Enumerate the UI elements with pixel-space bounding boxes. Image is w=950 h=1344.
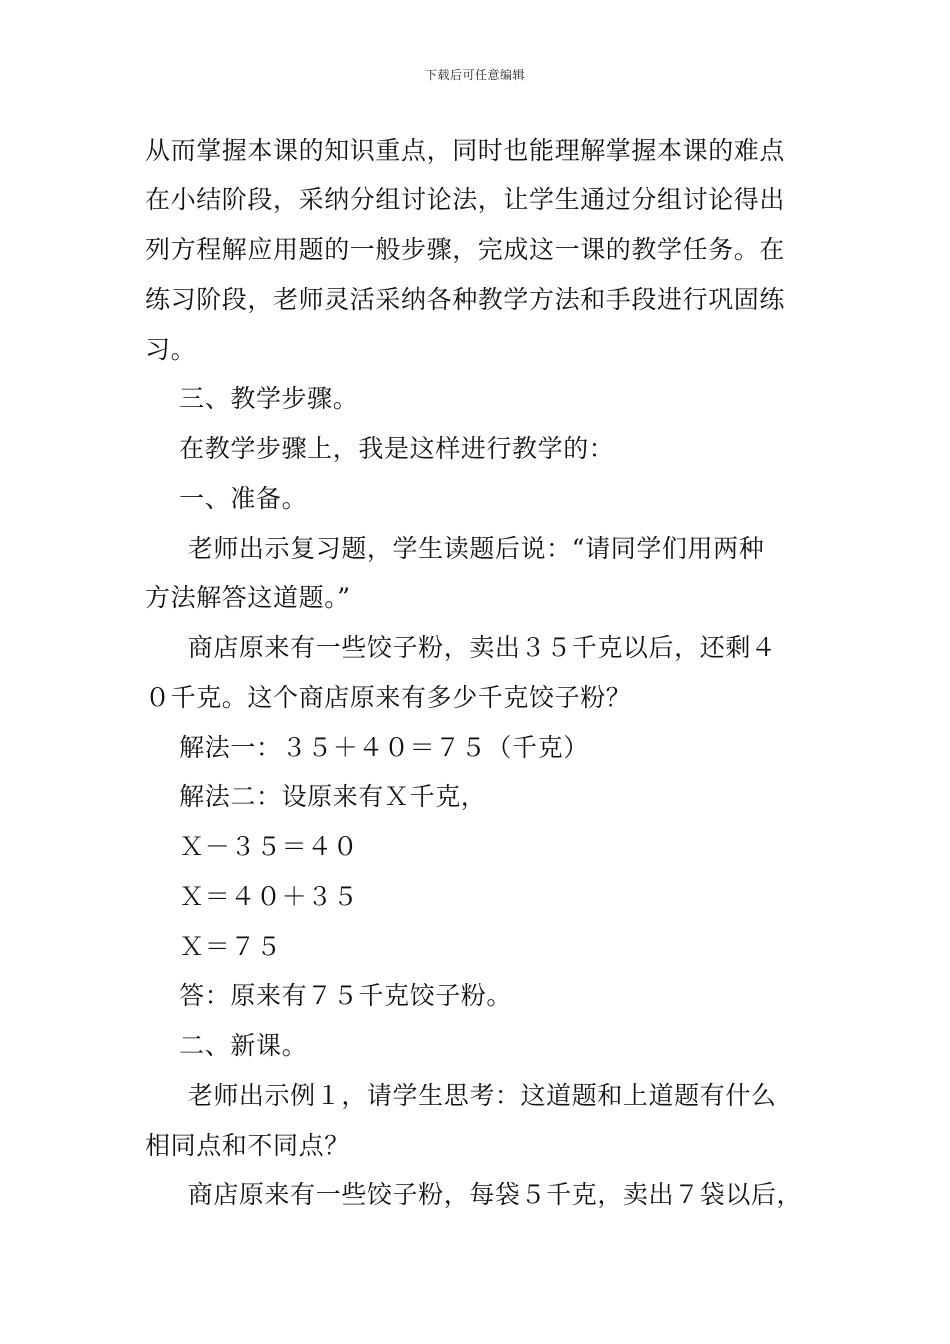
equation-line: Ｘ－３５＝４０ [145,832,359,861]
body-line: 老师出示例１，请学生思考：这道题和上道题有什么 [145,1081,777,1110]
body-line: 方法解答这道题。” [145,583,351,612]
body-line: 老师出示复习题，学生读题后说：“请同学们用两种 [145,534,765,563]
page-header: 下载后可任意编辑 [424,68,525,82]
equation-line: Ｘ＝７５ [145,932,282,961]
solution-line: 解法二：设原来有Ｘ千克， [145,782,487,811]
body-line: 从而掌握本课的知识重点，同时也能理解掌握本课的难点 [145,136,786,165]
section-heading: 一、准备。 [145,484,308,513]
body-line: 习。 [145,335,197,364]
problem-line: ０千克。这个商店原来有多少千克饺子粉？ [145,683,632,712]
section-heading: 二、新课。 [145,1031,308,1060]
answer-line: 答：原来有７５千克饺子粉。 [145,981,512,1010]
body-line: 相同点和不同点？ [145,1131,350,1160]
section-heading: 三、教学步骤。 [145,384,359,413]
body-line: 列方程解应用题的一般步骤，完成这一课的教学任务。在 [145,235,786,264]
body-line: 在小结阶段，采纳分组讨论法，让学生通过分组讨论得出 [145,185,786,214]
problem-line: 商店原来有一些饺子粉，每袋５千克，卖出７袋以后， [145,1180,803,1209]
equation-line: Ｘ＝４０＋３５ [145,882,359,911]
body-line: 在教学步骤上，我是这样进行教学的： [145,434,615,463]
problem-line: 商店原来有一些饺子粉，卖出３５千克以后，还剩４ [145,633,777,662]
solution-line: 解法一：３５＋４０＝７５（千克） [145,733,589,762]
body-line: 练习阶段，老师灵活采纳各种教学方法和手段进行巩固练 [145,285,786,314]
